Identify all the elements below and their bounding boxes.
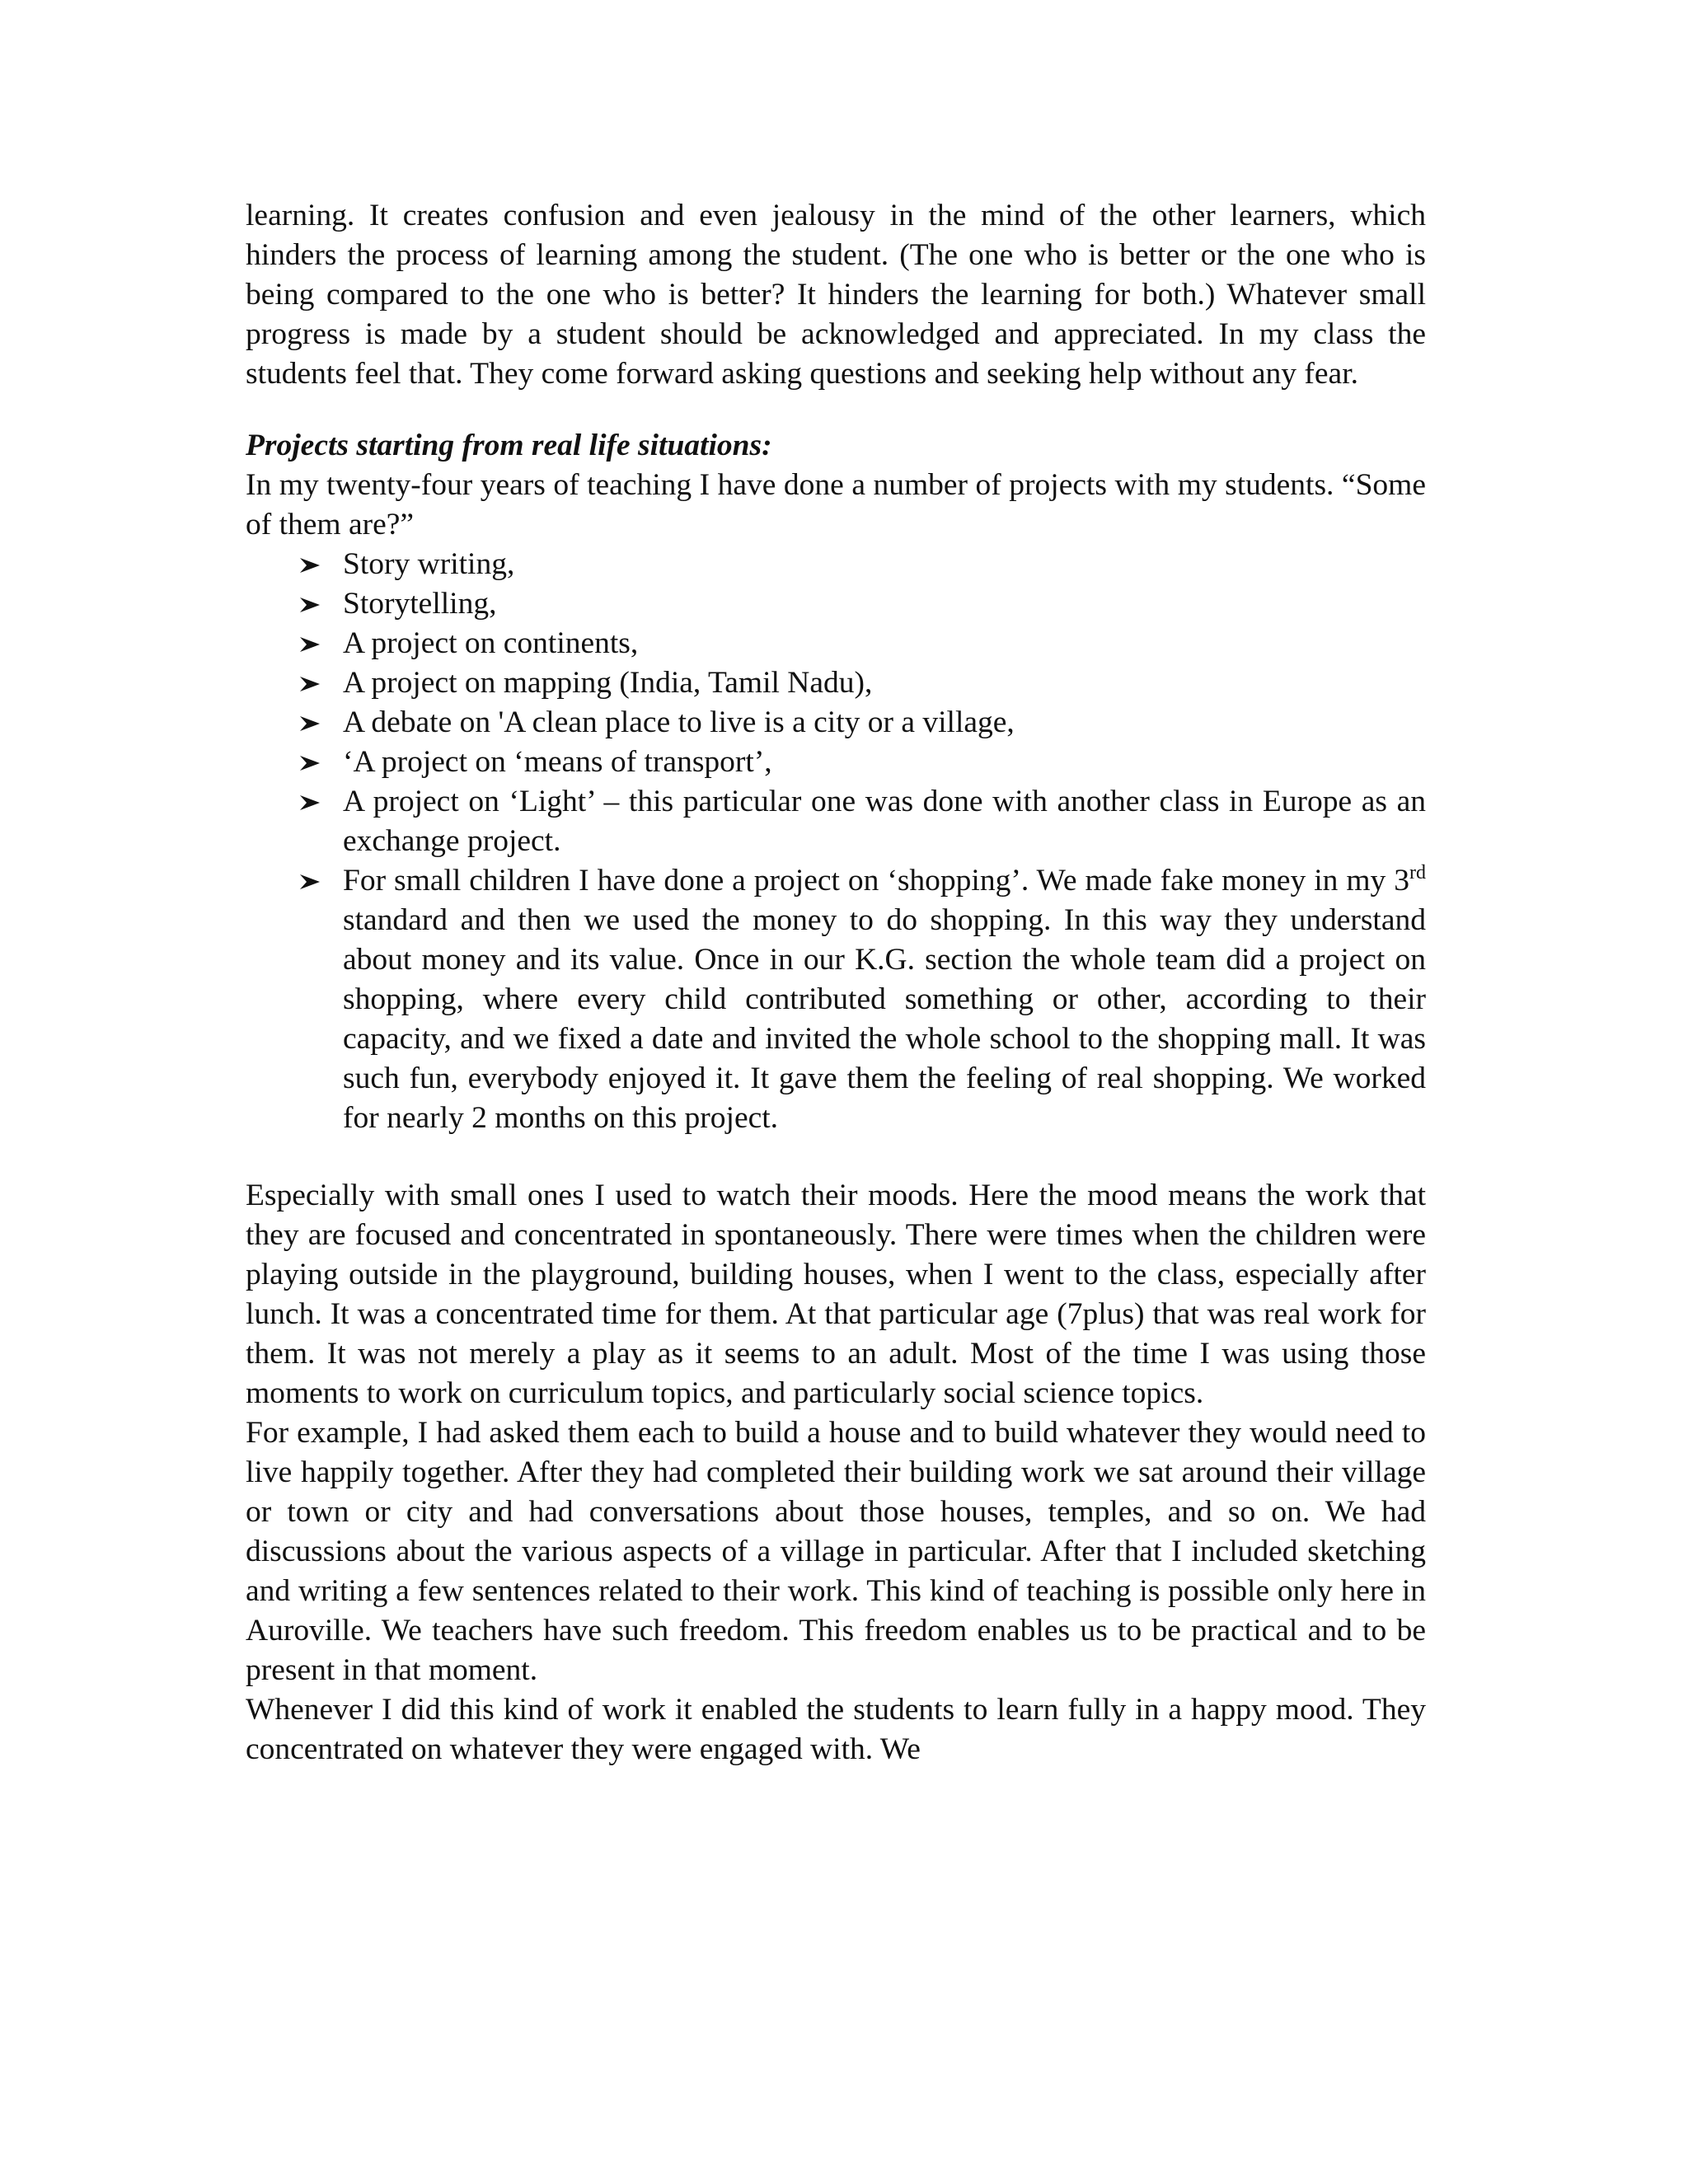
moods-paragraph: Especially with small ones I used to watch their moods. Here the mood means the work that they are focused and concentrated in spontaneously. There were times when the children were playing outside in the playground, building houses, when I went to the class, especially after lunch. It was a concentrated time for them. At that particular age (7plus) that was real work for them. It was not merely a play as it seems to an adult. Most of the time I was using those moments to work on curriculum topics, and particularly social science topics. <box>246 1179 1426 1410</box>
list-item-text: Story writing, <box>343 547 515 581</box>
projects-intro-paragraph: In my twenty-four years of teaching I have done a number of projects with my students. “Some of them are?” <box>246 468 1426 541</box>
projects-list <box>246 545 1426 1138</box>
list-item-text: A project on continents, <box>343 626 639 660</box>
list-item-text: A project on mapping (India, Tamil Nadu), <box>343 666 873 700</box>
list-item-text: ‘A project on ‘means of transport’, <box>343 745 772 779</box>
arrowhead-bullet-icon <box>298 556 321 574</box>
list-item <box>246 743 1426 782</box>
list-item <box>246 782 1426 861</box>
page-content <box>246 196 1426 1769</box>
closing-paragraph: Whenever I did this kind of work it enabled the students to learn fully in a happy mood. They concentrated on whatever they were engaged with. We <box>246 1693 1426 1766</box>
arrowhead-bullet-icon <box>298 754 321 772</box>
section-heading: Projects starting from real life situations: <box>246 429 772 462</box>
list-item <box>246 624 1426 663</box>
list-item-text: A debate on 'A clean place to live is a city or a village, <box>343 705 1015 739</box>
shopping-text-end: standard and then we used the money to do shopping. In this way they understand about money and its value. Once in our K.G. section the whole team did a project on shopping, where every child contributed something or other, according to their capacity, and we fixed a date and invited the whole school to the shopping mall. It was such fun, everybody enjoyed it. It gave them the feeling of real shopping. We worked for nearly 2 months on this project. <box>343 903 1426 1135</box>
arrowhead-bullet-icon <box>298 794 321 812</box>
shopping-text-start: For small children I have done a project on ‘shopping’. We made fake money in my 3 <box>343 864 1409 898</box>
arrowhead-bullet-icon <box>298 873 321 891</box>
arrowhead-bullet-icon <box>298 675 321 693</box>
intro-paragraph: learning. It creates confusion and even jealousy in the mind of the other learners, which hinders the process of learning among the student. (The one who is better or the one who is being compared to the one who is better? It hinders the learning for both.) Whatever small progress is made by a student should be acknowledged and appreciated. In my class the students feel that. They come forward asking questions and seeking help without any fear. <box>246 199 1426 391</box>
list-item-text: Storytelling, <box>343 587 497 621</box>
arrowhead-bullet-icon <box>298 715 321 733</box>
list-item <box>246 545 1426 584</box>
list-item-text: A project on ‘Light’ – this particular one was done with another class in Europe as an exchange project. <box>343 785 1426 858</box>
arrowhead-bullet-icon <box>298 596 321 614</box>
list-item <box>246 584 1426 624</box>
list-item-shopping <box>246 861 1426 1138</box>
ordinal-suffix: rd <box>1409 862 1426 883</box>
list-item <box>246 703 1426 743</box>
list-item <box>246 663 1426 703</box>
example-paragraph: For example, I had asked them each to build a house and to build whatever they would need to live happily together. After they had completed their building work we sat around their village or town or city and had conversations about those houses, temples, and so on. We had discussions about the various aspects of a village in particular. After that I included sketching and writing a few sentences related to their work. This kind of teaching is possible only here in Auroville. We teachers have such freedom. This freedom enables us to be practical and to be present in that moment. <box>246 1416 1426 1687</box>
arrowhead-bullet-icon <box>298 635 321 654</box>
